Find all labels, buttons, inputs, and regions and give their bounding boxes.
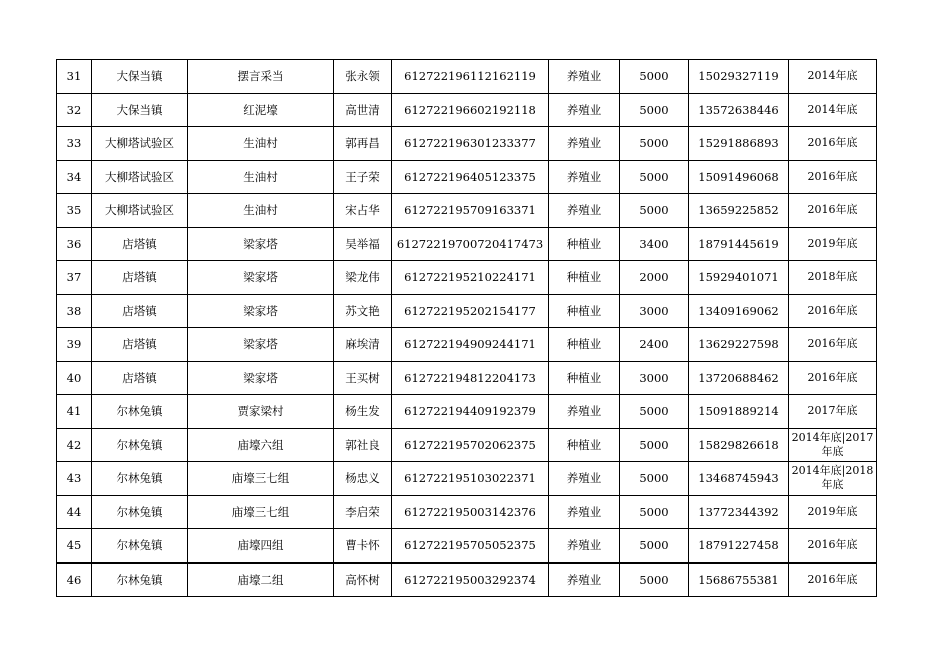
cell-industry: 种植业 (549, 261, 620, 295)
table-row (57, 60, 877, 94)
table-row (57, 328, 877, 362)
cell-person-name: 高世清 (334, 93, 392, 127)
cell-row-number: 39 (57, 328, 92, 362)
cell-amount: 5000 (620, 428, 689, 462)
cell-id-number: 612722195709163371 (392, 194, 549, 228)
cell-id-number: 612722196112162119 (392, 60, 549, 94)
cell-row-number: 36 (57, 227, 92, 261)
cell-phone: 13720688462 (689, 361, 789, 395)
cell-row-number: 43 (57, 462, 92, 496)
cell-phone: 18791445619 (689, 227, 789, 261)
cell-town: 尔林兔镇 (92, 529, 188, 563)
cell-term: 2016年底 (789, 194, 877, 228)
cell-person-name: 宋占华 (334, 194, 392, 228)
cell-industry: 养殖业 (549, 194, 620, 228)
cell-village: 庙壕三七组 (188, 462, 334, 496)
cell-term: 2019年底 (789, 227, 877, 261)
cell-person-name: 王买树 (334, 361, 392, 395)
cell-amount: 5000 (620, 563, 689, 597)
cell-town: 大柳塔试验区 (92, 194, 188, 228)
table-row (57, 361, 877, 395)
cell-town: 店塔镇 (92, 261, 188, 295)
cell-row-number: 34 (57, 160, 92, 194)
cell-industry: 养殖业 (549, 462, 620, 496)
cell-row-number: 33 (57, 127, 92, 161)
cell-village: 庙壕三七组 (188, 495, 334, 529)
cell-row-number: 32 (57, 93, 92, 127)
cell-person-name: 吴举福 (334, 227, 392, 261)
cell-phone: 13629227598 (689, 328, 789, 362)
cell-industry: 种植业 (549, 227, 620, 261)
table-row (57, 395, 877, 429)
cell-amount: 5000 (620, 127, 689, 161)
table-row (57, 563, 877, 597)
cell-row-number: 40 (57, 361, 92, 395)
cell-person-name: 郭社良 (334, 428, 392, 462)
cell-phone: 13468745943 (689, 462, 789, 496)
cell-id-number: 612722194409192379 (392, 395, 549, 429)
table-body (57, 60, 877, 597)
cell-term: 2014年底 (789, 60, 877, 94)
cell-village: 贾家梁村 (188, 395, 334, 429)
cell-id-number: 612722196405123375 (392, 160, 549, 194)
cell-amount: 5000 (620, 93, 689, 127)
cell-amount: 2400 (620, 328, 689, 362)
cell-village: 梁家塔 (188, 227, 334, 261)
cell-town: 尔林兔镇 (92, 563, 188, 597)
cell-term: 2014年底 (789, 93, 877, 127)
cell-term: 2016年底 (789, 529, 877, 563)
cell-phone: 15686755381 (689, 563, 789, 597)
cell-person-name: 杨忠义 (334, 462, 392, 496)
table-row (57, 495, 877, 529)
table-row (57, 462, 877, 496)
cell-person-name: 李启荣 (334, 495, 392, 529)
cell-amount: 3000 (620, 361, 689, 395)
cell-id-number: 612722195705052375 (392, 529, 549, 563)
cell-amount: 5000 (620, 160, 689, 194)
cell-id-number: 612722196301233377 (392, 127, 549, 161)
cell-person-name: 张永领 (334, 60, 392, 94)
cell-industry: 养殖业 (549, 60, 620, 94)
cell-amount: 3400 (620, 227, 689, 261)
cell-person-name: 王子荣 (334, 160, 392, 194)
cell-id-number: 612722194909244171 (392, 328, 549, 362)
cell-amount: 3000 (620, 294, 689, 328)
cell-phone: 15929401071 (689, 261, 789, 295)
cell-row-number: 37 (57, 261, 92, 295)
table-row (57, 428, 877, 462)
table-row (57, 194, 877, 228)
table-row (57, 227, 877, 261)
cell-person-name: 梁龙伟 (334, 261, 392, 295)
cell-id-number: 612722195003292374 (392, 563, 549, 597)
table-row (57, 127, 877, 161)
cell-industry: 种植业 (549, 328, 620, 362)
cell-phone: 15091496068 (689, 160, 789, 194)
cell-phone: 13409169062 (689, 294, 789, 328)
cell-village: 生油村 (188, 160, 334, 194)
cell-row-number: 35 (57, 194, 92, 228)
cell-town: 大保当镇 (92, 60, 188, 94)
cell-village: 庙壕二组 (188, 563, 334, 597)
cell-industry: 养殖业 (549, 495, 620, 529)
cell-village: 梁家塔 (188, 261, 334, 295)
cell-person-name: 麻埃清 (334, 328, 392, 362)
cell-person-name: 曹卡怀 (334, 529, 392, 563)
cell-person-name: 杨生发 (334, 395, 392, 429)
cell-phone: 13572638446 (689, 93, 789, 127)
cell-term: 2016年底 (789, 328, 877, 362)
cell-term: 2018年底 (789, 261, 877, 295)
table-row (57, 529, 877, 563)
cell-row-number: 38 (57, 294, 92, 328)
cell-id-number: 612722195702062375 (392, 428, 549, 462)
cell-term: 2016年底 (789, 160, 877, 194)
cell-amount: 5000 (620, 462, 689, 496)
cell-town: 尔林兔镇 (92, 495, 188, 529)
cell-term: 2019年底 (789, 495, 877, 529)
cell-village: 生油村 (188, 127, 334, 161)
cell-term: 2016年底 (789, 127, 877, 161)
cell-id-number: 61272219700720417473 (392, 227, 549, 261)
table-row (57, 261, 877, 295)
cell-village: 生油村 (188, 194, 334, 228)
cell-id-number: 612722194812204173 (392, 361, 549, 395)
cell-phone: 13772344392 (689, 495, 789, 529)
loan-records-table (56, 59, 877, 597)
table-row (57, 294, 877, 328)
cell-term: 2014年底|2017年底 (789, 428, 877, 462)
cell-town: 尔林兔镇 (92, 428, 188, 462)
cell-amount: 5000 (620, 529, 689, 563)
cell-phone: 18791227458 (689, 529, 789, 563)
cell-row-number: 44 (57, 495, 92, 529)
cell-town: 尔林兔镇 (92, 395, 188, 429)
cell-term: 2016年底 (789, 361, 877, 395)
cell-person-name: 郭再昌 (334, 127, 392, 161)
cell-industry: 养殖业 (549, 395, 620, 429)
table-row (57, 160, 877, 194)
cell-amount: 5000 (620, 194, 689, 228)
cell-row-number: 45 (57, 529, 92, 563)
cell-industry: 种植业 (549, 428, 620, 462)
cell-id-number: 612722195202154177 (392, 294, 549, 328)
cell-industry: 养殖业 (549, 563, 620, 597)
cell-term: 2014年底|2018年底 (789, 462, 877, 496)
cell-industry: 养殖业 (549, 93, 620, 127)
cell-town: 尔林兔镇 (92, 462, 188, 496)
cell-person-name: 苏文艳 (334, 294, 392, 328)
cell-amount: 5000 (620, 60, 689, 94)
cell-town: 店塔镇 (92, 361, 188, 395)
cell-industry: 种植业 (549, 361, 620, 395)
cell-village: 梁家塔 (188, 294, 334, 328)
cell-industry: 养殖业 (549, 529, 620, 563)
cell-village: 梁家塔 (188, 361, 334, 395)
cell-village: 红泥壕 (188, 93, 334, 127)
cell-village: 庙壕四组 (188, 529, 334, 563)
cell-id-number: 612722195210224171 (392, 261, 549, 295)
cell-term: 2016年底 (789, 563, 877, 597)
cell-industry: 养殖业 (549, 160, 620, 194)
cell-village: 摆言采当 (188, 60, 334, 94)
cell-village: 梁家塔 (188, 328, 334, 362)
cell-town: 大柳塔试验区 (92, 160, 188, 194)
cell-row-number: 41 (57, 395, 92, 429)
cell-term: 2017年底 (789, 395, 877, 429)
table-row (57, 93, 877, 127)
cell-amount: 5000 (620, 395, 689, 429)
cell-village: 庙壕六组 (188, 428, 334, 462)
cell-id-number: 612722196602192118 (392, 93, 549, 127)
cell-town: 店塔镇 (92, 294, 188, 328)
cell-phone: 15091889214 (689, 395, 789, 429)
cell-town: 店塔镇 (92, 227, 188, 261)
cell-industry: 种植业 (549, 294, 620, 328)
cell-phone: 15829826618 (689, 428, 789, 462)
cell-term: 2016年底 (789, 294, 877, 328)
cell-amount: 2000 (620, 261, 689, 295)
cell-phone: 13659225852 (689, 194, 789, 228)
cell-person-name: 高怀树 (334, 563, 392, 597)
cell-phone: 15029327119 (689, 60, 789, 94)
cell-industry: 养殖业 (549, 127, 620, 161)
cell-row-number: 46 (57, 563, 92, 597)
cell-id-number: 612722195003142376 (392, 495, 549, 529)
cell-row-number: 31 (57, 60, 92, 94)
cell-phone: 15291886893 (689, 127, 789, 161)
cell-amount: 5000 (620, 495, 689, 529)
cell-id-number: 612722195103022371 (392, 462, 549, 496)
cell-town: 大柳塔试验区 (92, 127, 188, 161)
cell-town: 店塔镇 (92, 328, 188, 362)
cell-row-number: 42 (57, 428, 92, 462)
cell-town: 大保当镇 (92, 93, 188, 127)
